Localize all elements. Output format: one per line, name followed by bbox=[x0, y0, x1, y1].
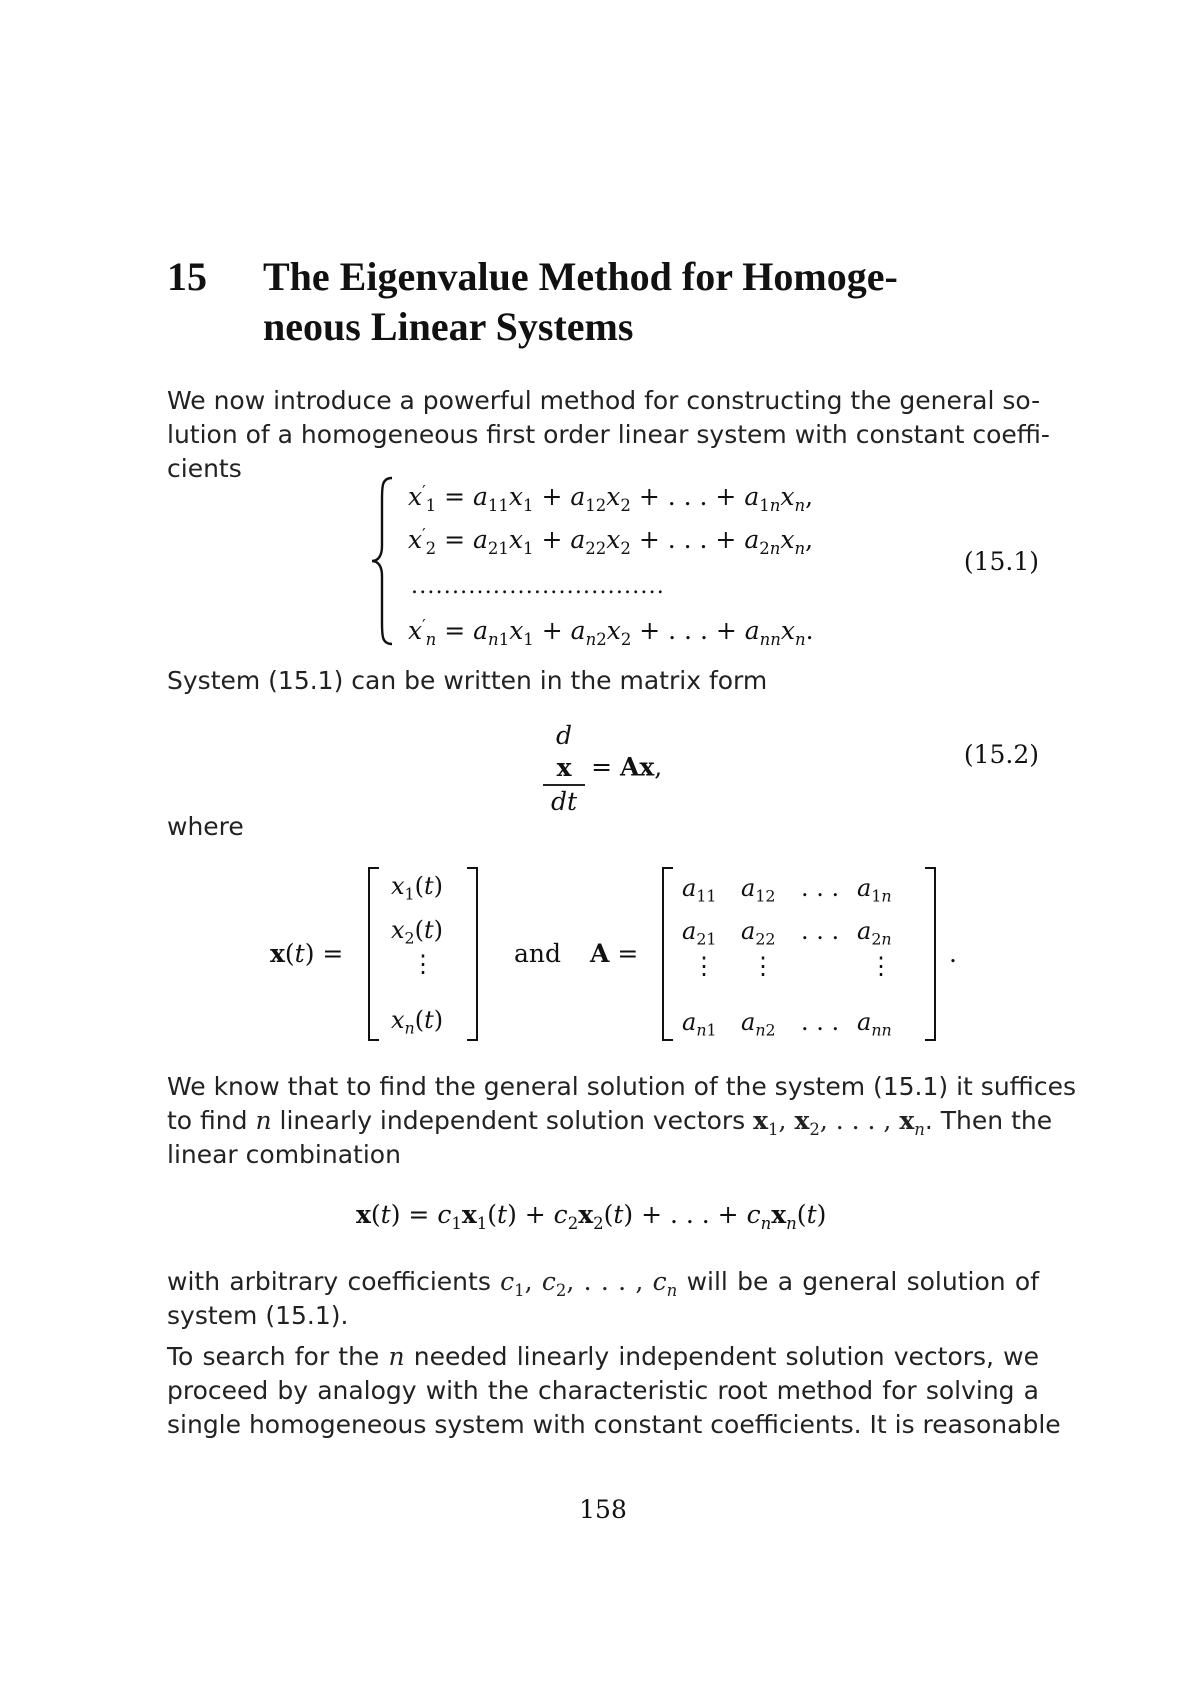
vector-x-label: x(t) = bbox=[270, 939, 344, 968]
equation-number-15-1: (15.1) bbox=[963, 547, 1039, 576]
where-word: where bbox=[167, 812, 244, 841]
general-solution-text-c: . Then the bbox=[924, 1106, 1053, 1135]
section-title-line-2: neous Linear Systems bbox=[263, 304, 634, 349]
matrix-period: . bbox=[949, 939, 957, 968]
equation-15-1-row-n: $x'_n = a_{n1}x_1 + a_{n2}x_2$ + . . . + $a_{nn}x_n$. bbox=[408, 616, 814, 649]
matrix-form-paragraph bbox=[167, 664, 1039, 698]
search-line-1: To search for the n needed linearly independent solution vectors, we bbox=[167, 1342, 1040, 1371]
search-text-b: needed linearly independent solution vectors, we bbox=[413, 1342, 1040, 1371]
vector-entry-xn: $x_n(t)$ bbox=[391, 1006, 444, 1038]
section-title bbox=[263, 252, 1039, 352]
general-solution-text-a: to find bbox=[167, 1106, 248, 1135]
search-paragraph bbox=[167, 1340, 1061, 1442]
matrix-vdots-col1: ⋮ bbox=[692, 952, 716, 980]
equation-15-1-row-1: $x'_1 = a_{11}x_1 + a_{12}x_2$ + . . . + $a_{1n}x_n$, bbox=[408, 482, 814, 515]
matrix-entry-a12: $a_{12}$ bbox=[741, 874, 776, 906]
general-solution-paragraph bbox=[167, 1070, 1076, 1172]
search-line-2: proceed by analogy with the characteristic root method for solving a bbox=[167, 1376, 1039, 1405]
matrix-entry-a2n: $a_{2n}$ bbox=[857, 917, 892, 949]
arbitrary-coefficients-text-a: with arbitrary coefficients bbox=[167, 1267, 491, 1296]
equation-15-1-row-2: $x'_2 = a_{21}x_1 + a_{22}x_2$ + . . . + $a_{2n}x_n$, bbox=[408, 525, 814, 558]
section-title-line-1: The Eigenvalue Method for Homoge- bbox=[263, 254, 898, 299]
section-number: 15 bbox=[167, 254, 207, 299]
intro-line-1: We now introduce a powerful method for constructing the general so- bbox=[167, 386, 1041, 415]
matrix-entry-a1n: $a_{1n}$ bbox=[857, 874, 892, 906]
general-solution-line-1: We know that to find the general solution of the system (15.1) it suffices bbox=[167, 1072, 1076, 1101]
arbitrary-coefficients-line-2: system (15.1). bbox=[167, 1301, 349, 1330]
intro-line-2: lution of a homogeneous first order linear system with constant coeffi- bbox=[167, 420, 1050, 449]
matrix-hdots-rown: . . . bbox=[801, 1008, 840, 1036]
equation-15-2: d x dt = Ax, bbox=[537, 720, 662, 818]
matrix-entry-a11: $a_{11}$ bbox=[682, 874, 717, 906]
general-solution-line-2: to find n linearly independent solution vectors $x_1$, $x_2$, . . . , $x_n$. Then the bbox=[167, 1106, 1053, 1139]
left-brace-icon bbox=[370, 476, 396, 646]
matrix-hdots-row2: . . . bbox=[801, 917, 840, 945]
document-page bbox=[167, 0, 1076, 1696]
page-number: 158 bbox=[579, 1495, 627, 1524]
where-paragraph bbox=[167, 810, 1039, 844]
matrix-hdots-row1: . . . bbox=[801, 874, 840, 902]
and-word: and bbox=[514, 939, 562, 968]
dx-dt-fraction: d x dt bbox=[543, 720, 585, 818]
search-line-3: single homogeneous system with constant coefficients. It is reasonable bbox=[167, 1410, 1061, 1439]
matrix-vdots-col2: ⋮ bbox=[751, 952, 775, 980]
arbitrary-coefficients-text-b: will be a general solution of bbox=[686, 1267, 1039, 1296]
vector-entry-x2: $x_2(t)$ bbox=[391, 916, 444, 948]
matrix-entry-a22: $a_{22}$ bbox=[741, 917, 776, 949]
vector-vdots: ⋮ bbox=[411, 950, 435, 978]
general-solution-text-b: linearly independent solution vectors bbox=[279, 1106, 746, 1135]
search-text-a: To search for the bbox=[167, 1342, 380, 1371]
matrix-a-label: A = bbox=[590, 939, 639, 968]
matrix-entry-ann: $a_{nn}$ bbox=[857, 1008, 892, 1040]
arbitrary-coefficients-line-1: with arbitrary coefficients $c_1$, $c_2$, . . . , $c_n$ will be a general solution of bbox=[167, 1267, 1039, 1300]
matrix-entry-a21: $a_{21}$ bbox=[682, 917, 717, 949]
intro-paragraph bbox=[167, 384, 1050, 486]
arbitrary-coefficients-paragraph bbox=[167, 1265, 1039, 1333]
equation-15-1-dots: ............................... bbox=[411, 574, 665, 599]
matrix-entry-an1: $a_{n1}$ bbox=[682, 1008, 717, 1040]
linear-combination-equation: $x(t) = c_1x_1(t) + c_2x_2(t)$ + . . . + $c_nx_n(t)$ bbox=[356, 1200, 827, 1233]
vector-entry-x1: $x_1(t)$ bbox=[391, 872, 444, 904]
matrix-form-line: System (15.1) can be written in the matrix form bbox=[167, 666, 768, 695]
matrix-entry-an2: $a_{n2}$ bbox=[741, 1008, 776, 1040]
matrix-vdots-coln: ⋮ bbox=[869, 952, 893, 980]
intro-line-3: cients bbox=[167, 454, 242, 483]
equation-number-15-2: (15.2) bbox=[963, 740, 1039, 769]
general-solution-line-3: linear combination bbox=[167, 1140, 401, 1169]
